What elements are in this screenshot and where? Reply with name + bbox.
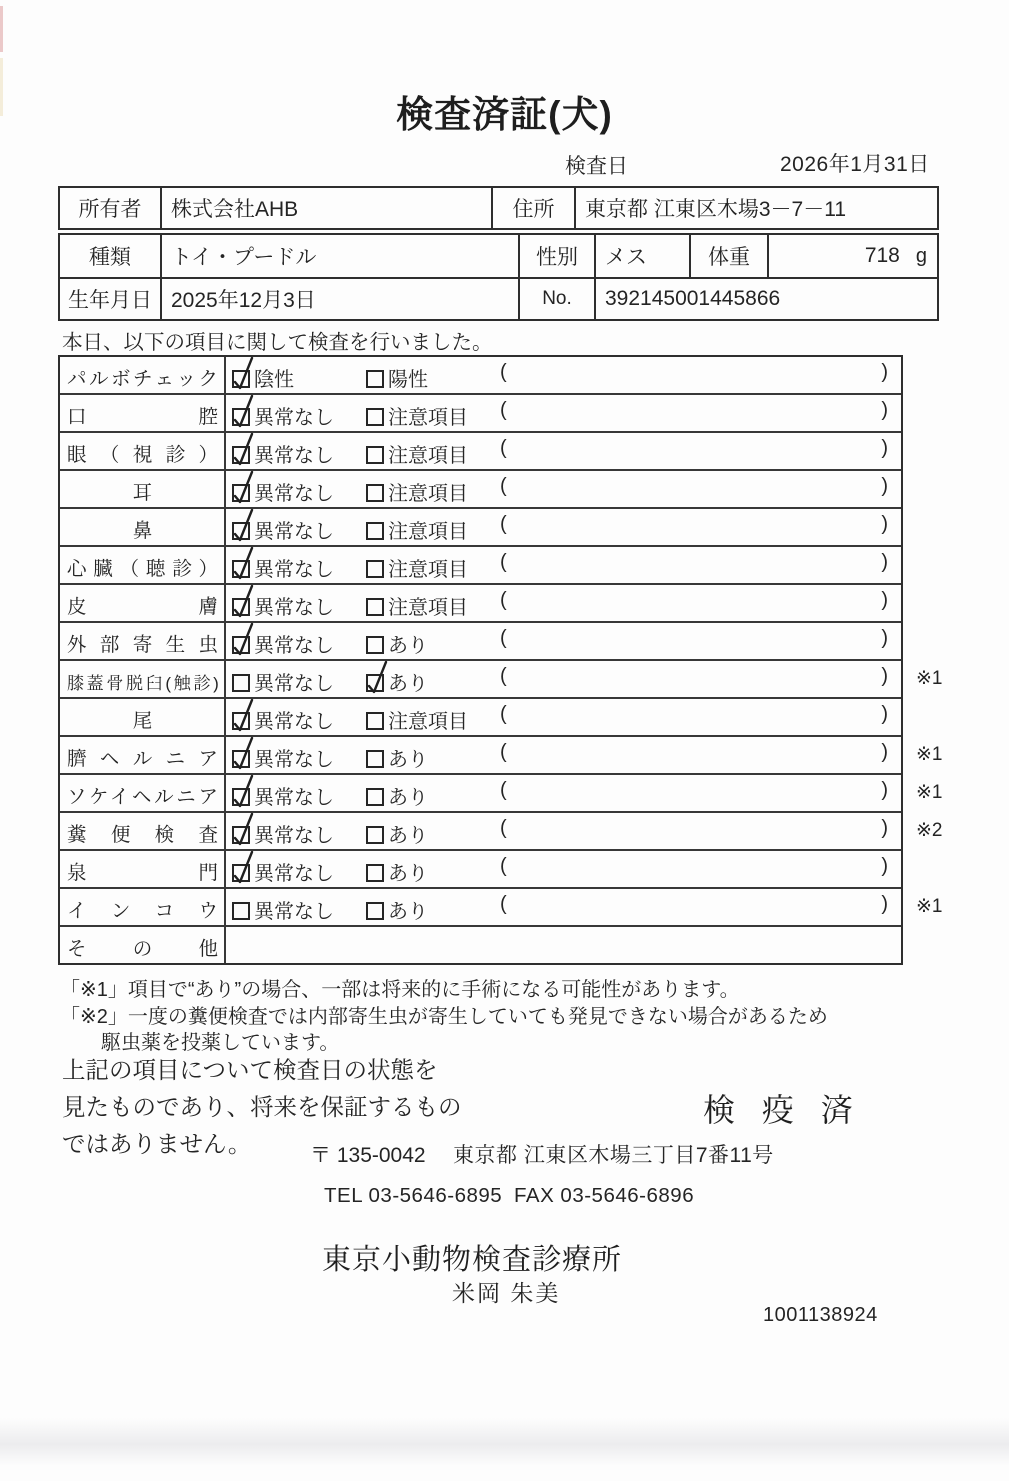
serial-number: 1001138924: [763, 1304, 878, 1326]
option-1-label: 異常なし: [254, 559, 334, 581]
checkbox-negative: [232, 370, 250, 388]
checkbox-no-abnormality: [232, 598, 250, 616]
row-label: 外部寄生虫: [60, 623, 226, 659]
checklist-row-oral: [60, 393, 901, 431]
paren-close: ): [881, 665, 888, 687]
option-2-label: あり: [388, 635, 428, 657]
checkbox-present: [366, 636, 384, 654]
checkbox-present: [366, 750, 384, 768]
paren-close: ): [881, 589, 888, 611]
check-mark-icon: [229, 812, 257, 848]
paren-close: ): [881, 855, 888, 877]
check-mark-icon: [229, 584, 257, 620]
check-mark-icon: [229, 774, 257, 810]
paren-close: ): [881, 361, 888, 383]
checkbox-caution: [366, 712, 384, 730]
footnote-1: 「※1」項目で“あり”の場合、一部は将来的に手術になる可能性があります。: [60, 979, 740, 1001]
row-label: 耳: [60, 471, 226, 507]
row-label: 皮膚: [60, 585, 226, 621]
veterinarian-name: 米岡 朱美: [452, 1280, 561, 1306]
checklist-row-heart: [60, 545, 901, 583]
check-mark-icon: [229, 394, 257, 430]
clinic-address: 東京都 江東区木場三丁目7番11号: [453, 1144, 774, 1167]
option-1-label: 異常なし: [254, 521, 334, 543]
paren-close: ): [881, 703, 888, 725]
row-label: 鼻: [60, 509, 226, 545]
option-1-label: 異常なし: [254, 635, 334, 657]
owner-value: 株式会社AHB: [160, 188, 491, 228]
row-label: インコウ: [60, 889, 226, 925]
checkbox-no-abnormality: [232, 750, 250, 768]
row-note: ※1: [916, 744, 943, 765]
paren-close: ): [881, 817, 888, 839]
checkbox-caution: [366, 446, 384, 464]
row-label: 膝蓋骨脱臼(触診): [60, 661, 226, 697]
birthdate-label: 生年月日: [68, 289, 152, 312]
checklist-row-nose: [60, 507, 901, 545]
checkbox-no-abnormality: [232, 712, 250, 730]
weight-value: 718: [864, 244, 900, 267]
sex-value: メス: [594, 235, 689, 277]
option-2-label: あり: [388, 749, 428, 771]
clinic-tel: TEL 03-5646-6895: [324, 1184, 503, 1207]
owner-label: 所有者: [78, 198, 142, 221]
checkbox-no-abnormality: [232, 522, 250, 540]
paren-open: (: [500, 589, 507, 611]
paren-open: (: [500, 817, 507, 839]
checkbox-no-abnormality: [232, 864, 250, 882]
weight-label: 体重: [689, 235, 767, 277]
paren-close: ): [881, 741, 888, 763]
option-1-label: 異常なし: [254, 863, 334, 885]
checkbox-present: [366, 864, 384, 882]
row-note: ※2: [916, 820, 943, 841]
row-label: ソケイヘルニア: [60, 775, 226, 811]
checklist-row-eyes: [60, 431, 901, 469]
pet-info-table: [58, 233, 939, 321]
checkbox-no-abnormality: [232, 560, 250, 578]
birthdate-value: 2025年12月3日: [160, 279, 518, 319]
checklist-row-tail: [60, 697, 901, 735]
check-mark-icon: [229, 698, 257, 734]
scan-shadow-band: [0, 1418, 1009, 1466]
breed-label: 種類: [89, 246, 131, 269]
row-note: ※1: [916, 668, 943, 689]
checkbox-no-abnormality: [232, 902, 250, 920]
checkbox-no-abnormality: [232, 484, 250, 502]
option-1-label: 異常なし: [254, 787, 334, 809]
owner-table: [58, 186, 939, 230]
checkbox-positive: [366, 370, 384, 388]
option-1-label: 異常なし: [254, 901, 334, 923]
disclaimer-line-1: 上記の項目について検査日の状態を: [62, 1057, 438, 1083]
option-1-label: 異常なし: [254, 825, 334, 847]
check-mark-icon: [229, 508, 257, 544]
paren-open: (: [500, 361, 507, 383]
checkbox-present: [366, 902, 384, 920]
row-label: 泉門: [60, 851, 226, 887]
option-1-label: 異常なし: [254, 711, 334, 733]
checkbox-no-abnormality: [232, 826, 250, 844]
paren-open: (: [500, 741, 507, 763]
checkbox-caution: [366, 598, 384, 616]
option-2-label: 注意項目: [388, 407, 468, 429]
weight-cell: [767, 235, 937, 277]
option-2-label: 注意項目: [388, 521, 468, 543]
checklist-row-fecal-exam: [60, 811, 943, 849]
checkbox-present: [366, 788, 384, 806]
scan-edge-artifact: [0, 6, 3, 52]
checkbox-no-abnormality: [232, 408, 250, 426]
checkbox-present: [366, 826, 384, 844]
paren-close: ): [881, 551, 888, 573]
checkbox-no-abnormality: [232, 674, 250, 692]
option-2-label: 注意項目: [388, 483, 468, 505]
footnote-2-continued: 駆虫薬を投薬しています。: [101, 1032, 340, 1054]
checklist-row-parvo: [60, 357, 901, 393]
option-2-label: あり: [388, 901, 428, 923]
row-label: パルボチェック: [60, 357, 226, 393]
check-mark-icon: [363, 660, 391, 696]
row-label: 糞便検査: [60, 813, 226, 849]
checkbox-caution: [366, 408, 384, 426]
paren-open: (: [500, 513, 507, 535]
checklist-row-other: [60, 925, 901, 963]
row-label: 臍ヘルニア: [60, 737, 226, 773]
checkbox-caution: [366, 560, 384, 578]
disclaimer-line-2: 見たものであり、将来を保証するもの: [62, 1094, 462, 1120]
paren-open: (: [500, 855, 507, 877]
footnote-2: 「※2」一度の糞便検査では内部寄生虫が寄生していても発見できない場合があるため: [60, 1006, 828, 1028]
option-2-label: 注意項目: [388, 711, 468, 733]
paren-open: (: [500, 893, 507, 915]
paren-open: (: [500, 665, 507, 687]
checkbox-no-abnormality: [232, 788, 250, 806]
paren-close: ): [881, 779, 888, 801]
option-1-label: 異常なし: [254, 749, 334, 771]
inspection-date-value: 2026年1月31日: [780, 153, 930, 176]
breed-value: トイ・プードル: [160, 235, 518, 277]
number-value: 392145001445866: [594, 279, 937, 319]
row-label: その他: [60, 927, 226, 963]
clinic-name: 東京小動物検査診療所: [322, 1244, 623, 1276]
checklist-row-ectoparasites: [60, 621, 901, 659]
paren-close: ): [881, 437, 888, 459]
paren-close: ): [881, 475, 888, 497]
checkbox-no-abnormality: [232, 636, 250, 654]
option-2-label: あり: [388, 787, 428, 809]
weight-unit: g: [915, 244, 927, 267]
checklist-row-skin: [60, 583, 901, 621]
checkbox-caution: [366, 522, 384, 540]
option-1-label: 異常なし: [254, 483, 334, 505]
disclaimer-line-3: ではありません。: [62, 1131, 252, 1157]
option-1-label: 異常なし: [254, 597, 334, 619]
row-label: 口腔: [60, 395, 226, 431]
paren-close: ): [881, 513, 888, 535]
inspection-date-label: 検査日: [565, 155, 628, 178]
address-value: 東京都 江東区木場3－7－11: [574, 188, 937, 228]
check-mark-icon: [229, 356, 257, 392]
option-2-label: あり: [388, 863, 428, 885]
intro-text: 本日、以下の項目に関して検査を行いました。: [62, 331, 493, 354]
option-2-label: あり: [388, 673, 428, 695]
option-1-label: 異常なし: [254, 673, 334, 695]
quarantine-cleared-stamp: 検 疫 済: [703, 1092, 862, 1128]
option-1-label: 陰性: [254, 369, 294, 391]
checklist-row-cryptorchidism: [60, 887, 943, 925]
inspection-checklist-table: [58, 355, 943, 965]
option-2-label: 注意項目: [388, 559, 468, 581]
pet-info-row-2: [60, 277, 937, 319]
paren-open: (: [500, 551, 507, 573]
checkbox-no-abnormality: [232, 446, 250, 464]
row-note: ※1: [916, 782, 943, 803]
row-note: ※1: [916, 896, 943, 917]
check-mark-icon: [229, 622, 257, 658]
row-label: 尾: [60, 699, 226, 735]
check-mark-icon: [229, 736, 257, 772]
checklist-row-ears: [60, 469, 901, 507]
option-2-label: 陽性: [388, 369, 428, 391]
paren-open: (: [500, 627, 507, 649]
number-label: No.: [518, 279, 594, 319]
paren-close: ): [881, 893, 888, 915]
paren-close: ): [881, 627, 888, 649]
page-title: 検査済証(犬): [396, 94, 613, 135]
paren-close: ): [881, 399, 888, 421]
check-mark-icon: [229, 850, 257, 886]
option-2-label: あり: [388, 825, 428, 847]
paren-open: (: [500, 703, 507, 725]
paren-open: (: [500, 475, 507, 497]
option-2-label: 注意項目: [388, 597, 468, 619]
checkbox-present: [366, 674, 384, 692]
clinic-fax: FAX 03-5646-6896: [514, 1184, 695, 1207]
check-mark-icon: [229, 546, 257, 582]
paren-open: (: [500, 779, 507, 801]
option-1-label: 異常なし: [254, 407, 334, 429]
option-2-label: 注意項目: [388, 445, 468, 467]
postal-code: 〒 135-0042: [310, 1144, 426, 1167]
row-label: 心臓（聴診）: [60, 547, 226, 583]
checklist-row-fontanelle: [60, 849, 901, 887]
check-mark-icon: [229, 470, 257, 506]
address-label: 住所: [491, 188, 574, 228]
checklist-row-patella: [60, 659, 943, 697]
pet-info-row-1: [60, 235, 937, 277]
sex-label: 性別: [518, 235, 594, 277]
checklist-row-umbilical-hernia: [60, 735, 943, 773]
paren-open: (: [500, 437, 507, 459]
row-label: 眼（視診）: [60, 433, 226, 469]
check-mark-icon: [229, 432, 257, 468]
paren-open: (: [500, 399, 507, 421]
option-1-label: 異常なし: [254, 445, 334, 467]
checklist-row-inguinal-hernia: [60, 773, 943, 811]
checkbox-caution: [366, 484, 384, 502]
